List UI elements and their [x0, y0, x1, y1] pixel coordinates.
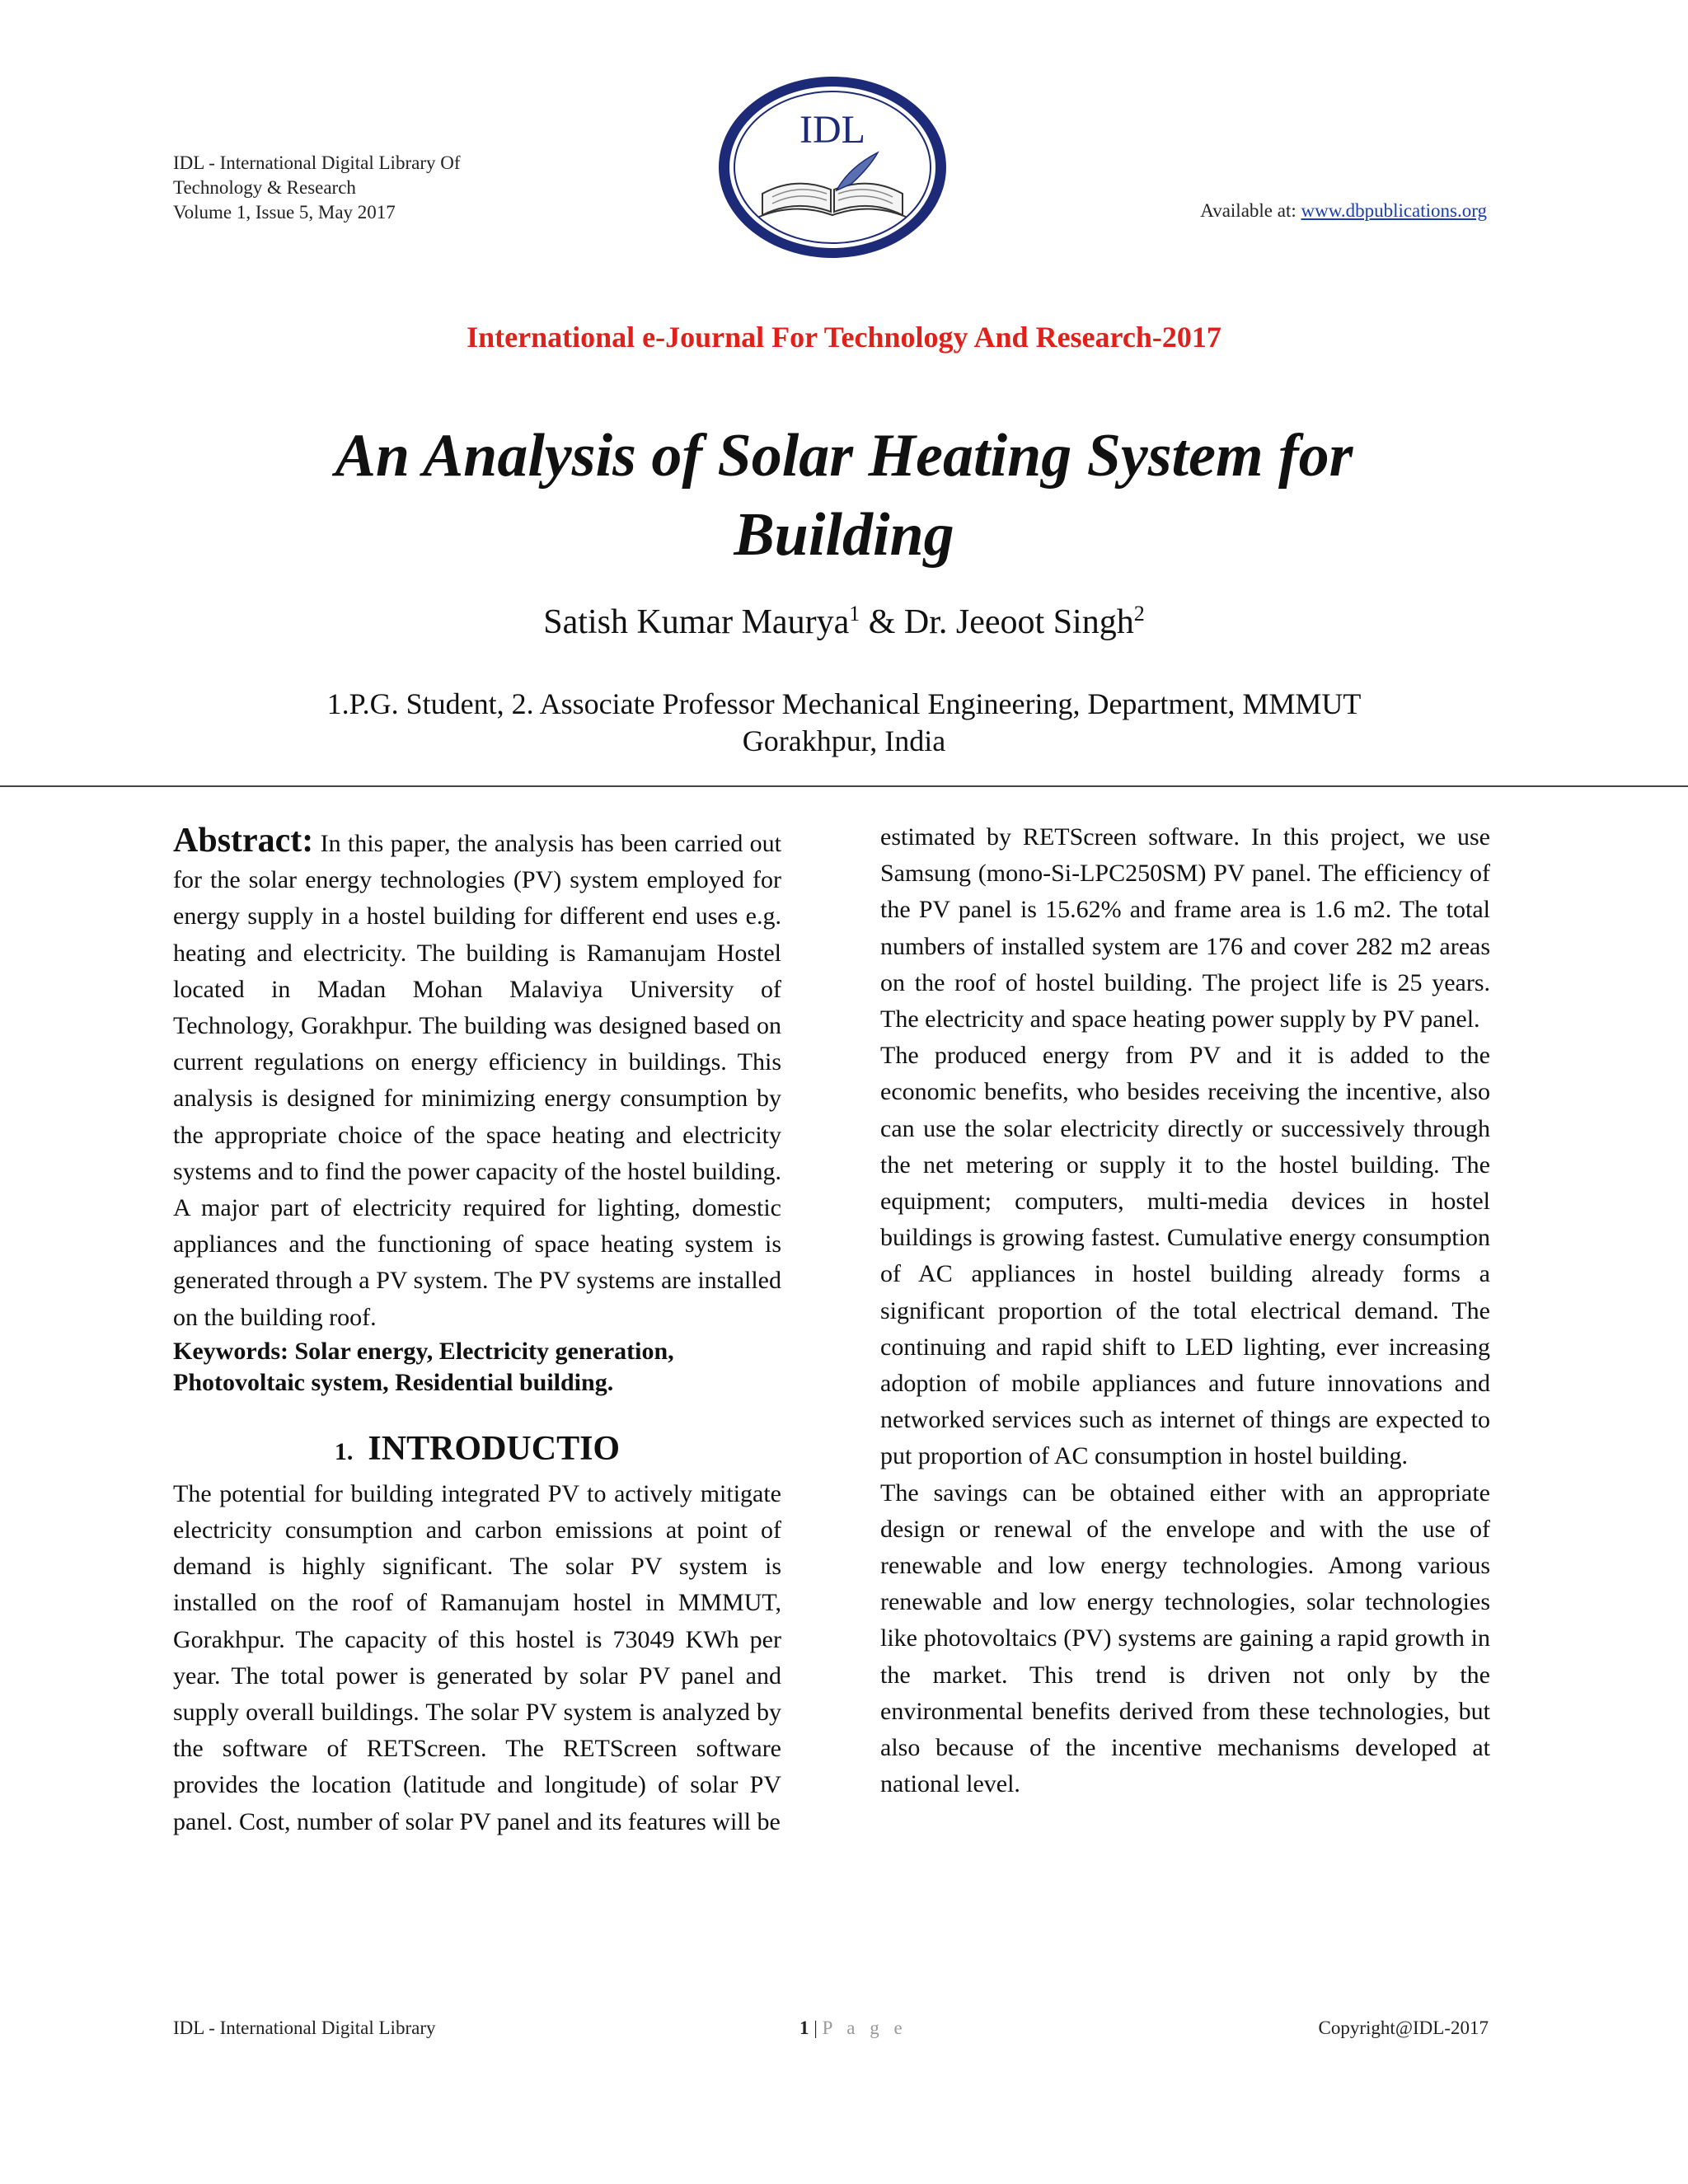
right-column [880, 819, 1490, 1802]
journal-header-left [173, 151, 461, 225]
right-paragraph-1: estimated by RETScreen software. In this project, we use Samsung (mono-Si-LPC250SM) PV panel. The efficiency of the PV panel is 15.62% and frame area is 1.6 m2. The total numbers of installed system are 176 and cover 282 m2 areas on the roof of hostel building. The project life is 25 years. The electricity and space heating power supply by PV panel. [880, 823, 1490, 1033]
paper-title [124, 416, 1564, 574]
journal-title: International e-Journal For Technology And Research-2017 [467, 321, 1221, 354]
affiliation-line-2: Gorakhpur, India [742, 724, 946, 757]
abstract-label: Abstract: [173, 822, 314, 860]
page-word: P a g e [822, 2018, 907, 2038]
abstract [173, 823, 781, 1336]
page-separator: | [809, 2018, 823, 2038]
header-line-2: Technology & Research [173, 177, 356, 198]
logo-text: IDL [799, 108, 865, 152]
keywords: Keywords: Solar energy, Electricity generation, Photovoltaic system, Residential building. [173, 1337, 674, 1396]
paper-title-line-1: An Analysis of Solar Heating System for [335, 422, 1353, 490]
available-at [1200, 200, 1487, 222]
available-label: Available at: [1200, 200, 1301, 221]
header-divider [0, 785, 1688, 787]
right-paragraph-3: The savings can be obtained either with an appropriate design or renewal of the envelope and with the use of renewable and low energy technologies. Among various renewable and low energy technologies, solar technologies like photovoltaics (PV) systems are gaining a rapid growth in the market. This trend is driven not only by the environmental benefits derived from these technologies, but also because of the incentive mechanisms developed at national level. [880, 1479, 1490, 1798]
page-number: 1 [799, 2018, 809, 2038]
idl-logo [713, 70, 952, 268]
author-1-sup: 1 [849, 602, 860, 626]
abstract-text: In this paper, the analysis has been carried out for the solar energy technologies (PV) system employed for energy supply in a hostel building for different end uses e.g. heating and electricity. The building is Ramanujam Hostel located in Madan Mohan Malaviya University of Technology, Gorakhpur. The building was designed based on current regulations on energy efficiency in buildings. This analysis is designed for minimizing energy consumption by the appropriate choice of the space heating and electricity systems and to find the power capacity of the hostel building. A major part of electricity required for lighting, domestic appliances and the functioning of space heating system is generated through a PV system. The PV systems are installed on the building roof. [173, 830, 781, 1331]
intro-paragraph-1: The potential for building integrated PV to actively mitigate electricity consumption and carbon emissions at point of demand is highly significant. The solar PV system is installed on the roof of Ramanujam hostel in MMMUT, Gorakhpur. The capacity of this hostel is 73049 KWh per year. The total power is generated by solar PV panel and supply overall buildings. The solar PV system is analyzed by the software of RETScreen. The RETScreen software provides the location (latitude and longitude) of solar PV panel. Cost, number of solar PV panel and its features will be [173, 1479, 781, 1835]
affiliation-line-1: 1.P.G. Student, 2. Associate Professor Mechanical Engineering, Department, MMMUT [326, 687, 1362, 720]
paper-title-line-2: Building [734, 501, 954, 569]
intro-heading [173, 1425, 781, 1476]
right-paragraph-2: The produced energy from PV and it is added to the economic benefits, who besides receiving the incentive, also can use the solar electricity directly or successively through the net metering or supply it to the hostel building. The equipment; computers, multi-media devices in hostel buildings is growing fastest. Cumulative energy consumption of AC appliances in hostel building already forms a significant proportion of the total electrical demand. The continuing and rapid shift to LED lighting, ever increasing adoption of mobile appliances and future innovations and networked services such as internet of things are expected to put proportion of AC consumption in hostel building. [880, 1042, 1490, 1470]
author-2: Dr. Jeeoot Singh [903, 603, 1134, 641]
header-line-3: Volume 1, Issue 5, May 2017 [173, 202, 396, 223]
publisher-link[interactable]: www.dbpublications.org [1301, 200, 1487, 221]
left-column [173, 823, 781, 1840]
footer-copyright: Copyright@IDL-2017 [1318, 2018, 1489, 2038]
intro-heading-number: 1. [334, 1437, 354, 1465]
footer-left: IDL - International Digital Library [173, 2018, 436, 2038]
author-1: Satish Kumar Maurya [543, 603, 850, 641]
footer-page-number [799, 2018, 907, 2039]
header-line-1: IDL - International Digital Library Of [173, 152, 461, 173]
author-2-sup: 2 [1133, 602, 1145, 626]
affiliation [206, 686, 1482, 760]
authors [0, 602, 1688, 642]
intro-heading-label: INTRODUCTIO [368, 1429, 621, 1468]
author-separator: & [860, 603, 904, 641]
